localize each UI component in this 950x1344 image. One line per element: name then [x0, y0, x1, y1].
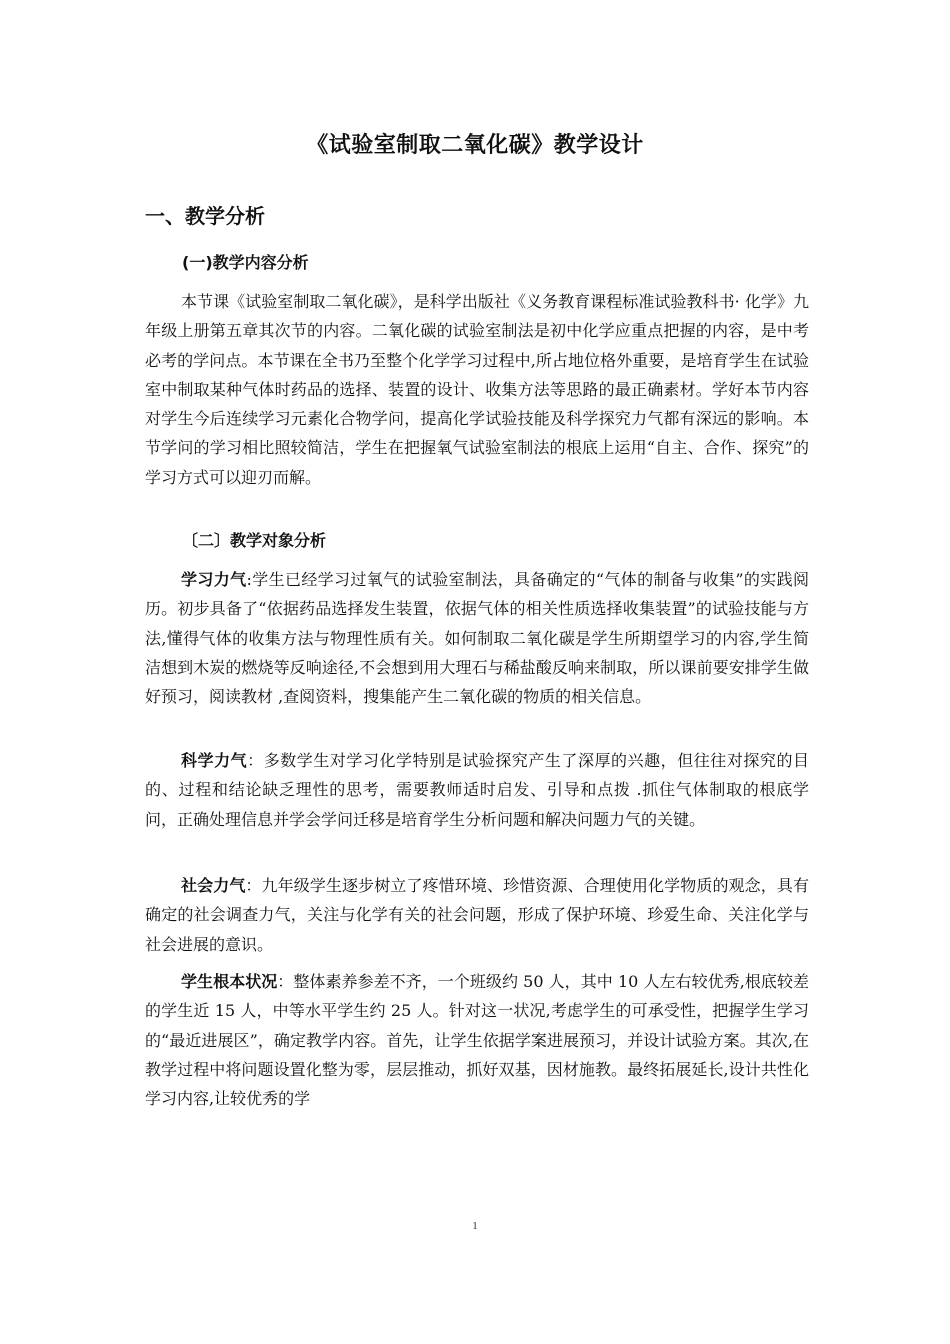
label-learning-ability: 学习力气: [181, 570, 247, 589]
label-science-ability: 科学力气: [181, 751, 248, 770]
label-student-status: 学生根本状况: [181, 972, 278, 991]
paragraph-social-ability: [145, 871, 809, 959]
section-heading-analysis: 一、教学分析: [145, 204, 265, 228]
text-science-ability: ：多数学生对学习化学特别是试验探究产生了深厚的兴趣，但往往对探究的目的、过程和结论缺乏理性的思考，需要教师适时启发、引导和点拨 .抓住气体制取的根底学问，正确处理信息并学会学问迁移是培育学生分析问题和解决问题力气的关键。: [145, 751, 809, 829]
text-social-ability: ：九年级学生逐步树立了疼惜环境、珍惜资源、合理使用化学物质的观念，具有确定的社会调查力气，关注与化学有关的社会问题，形成了保护环境、珍爱生命、关注化学与社会进展的意识。: [145, 876, 809, 954]
page-number: 1: [472, 1220, 478, 1232]
subheading-content-analysis: (一)教学内容分析: [182, 253, 309, 272]
paragraph-content-analysis: 本节课《试验室制取二氧化碳》，是科学出版社《义务教育课程标准试验教科书· 化学》九年级上册第五章其次节的内容。二氧化碳的试验室制法是初中化学应重点把握的内容，是中考必考的学问点。本节课在全书乃至整个化学学习过程中,所占地位格外重要，是培育学生在试验室中制取某种气体时药品的选择、装置的设计、收集方法等思路的最正确素材。学好本节内容对学生今后连续学习元素化合物学问，提高化学试验技能及科学探究力气都有深远的影响。本节学问的学习相比照较简洁，学生在把握氧气试验室制法的根底上运用“自主、合作、探究”的学习方式可以迎刃而解。: [145, 292, 809, 487]
text-learning-ability: :学生已经学习过氧气的试验室制法，具备确定的“气体的制备与收集”的实践阅历。初步具备了“依据药品选择发生装置，依据气体的相关性质选择收集装置”的试验技能与方法,懂得气体的收集方法与物理性质有关。如何制取二氧化碳是学生所期望学习的内容,学生简洁想到木炭的燃烧等反响途径,不会想到用大理石与稀盐酸反响来制取，所以课前要安排学生做好预习，阅读教材 ,查阅资料，搜集能产生二氧化碳的物质的相关信息。: [145, 570, 809, 707]
text-student-status: ：整体素养参差不齐，一个班级约 50 人，其中 10 人左右较优秀,根底较差的学生近 15 人，中等水平学生约 25 人。针对这一状况,考虑学生的可承受性，把握学生学习的“最近进展区”，确定教学内容。首先，让学生依据学案进展预习，并设计试验方案。其次,在教学过程中将问题设置化整为零，层层推动，抓好双基，因材施教。最终拓展延长,设计共性化学习内容,让较优秀的学: [145, 972, 809, 1109]
paragraph-student-status: [145, 967, 809, 1113]
paragraph-science-ability: [145, 746, 809, 834]
subheading-audience-analysis: 〔二〕教学对象分析: [182, 531, 327, 550]
paragraph-learning-ability: [145, 565, 809, 711]
document-title: 《试验室制取二氧化碳》教学设计: [306, 133, 644, 158]
label-social-ability: 社会力气: [181, 876, 246, 895]
